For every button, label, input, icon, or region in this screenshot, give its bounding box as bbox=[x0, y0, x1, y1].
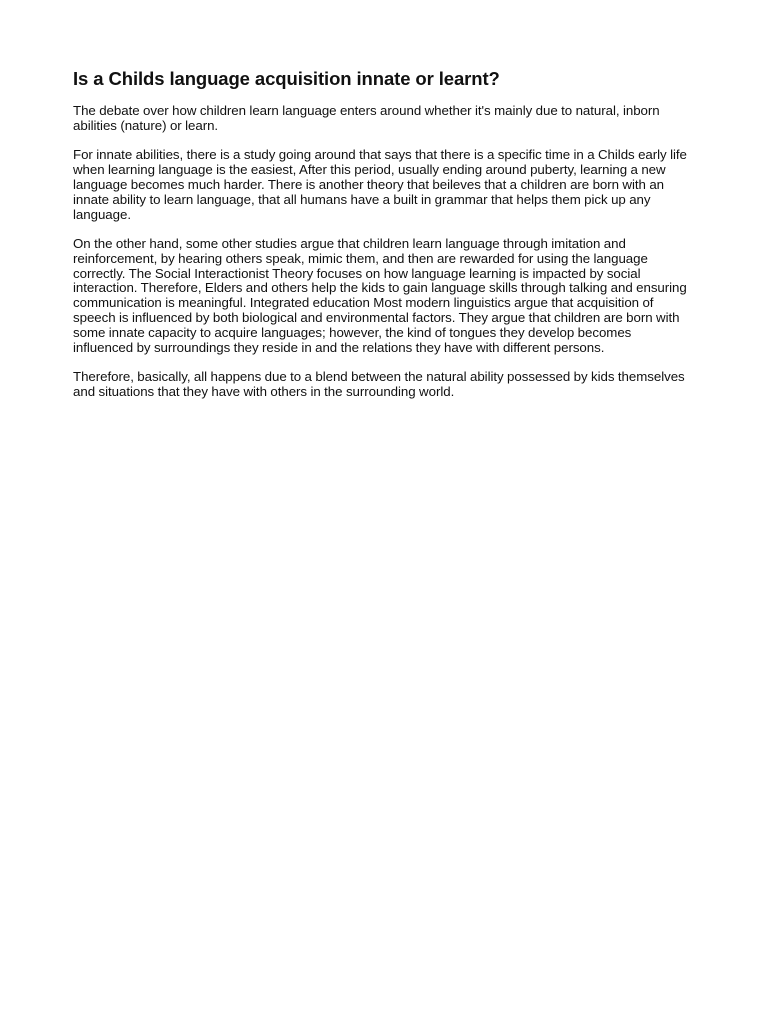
document-page bbox=[73, 66, 693, 414]
paragraph-conclusion: Therefore, basically, all happens due to a blend between the natural ability possessed by kids themselves and situations that they have with others in the surrounding world. bbox=[73, 369, 685, 400]
document-title: Is a Childs language acquisition innate or learnt? bbox=[73, 68, 500, 89]
paragraph-learnt: On the other hand, some other studies argue that children learn language through imitation and reinforcement, by hearing others speak, mimic them, and then are rewarded for using the language correctly. The Social Interactionist Theory focuses on how language learning is impacted by social interaction. Therefore, Elders and others help the kids to gain language skills through talking and ensuring communication is meaningful. Integrated education Most modern linguistics argue that acquisition of speech is influenced by both biological and environmental factors. They argue that children are born with some innate capacity to acquire languages; however, the kind of tongues they develop becomes influenced by surroundings they reside in and the relations they have with different persons. bbox=[73, 235, 687, 356]
paragraph-innate: For innate abilities, there is a study going around that says that there is a specific time in a Childs early life when learning language is the easiest, After this period, usually ending around puberty, learning a new language becomes much harder. There is another theory that beileves that a children are born with an innate ability to learn language, that all humans have a built in grammar that helps them pick up any language. bbox=[73, 147, 687, 222]
paragraph-intro: The debate over how children learn language enters around whether it's mainly due to natural, inborn abilities (nature) or learn. bbox=[73, 103, 660, 133]
